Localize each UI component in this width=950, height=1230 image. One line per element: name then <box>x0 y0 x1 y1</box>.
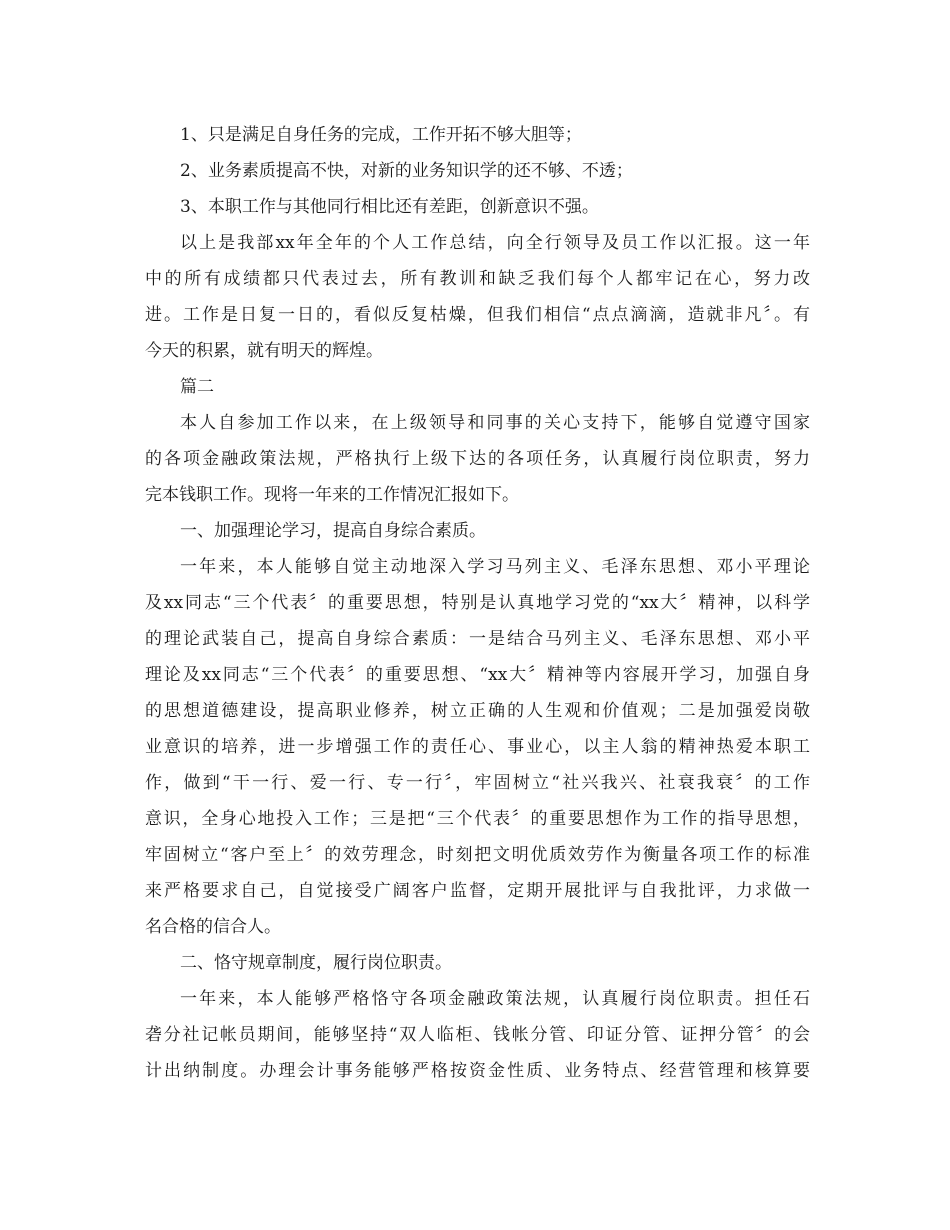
list-item-3: 3、本职工作与其他同行相比还有差距，创新意识不强。 <box>180 197 599 217</box>
list-item-2: 2、业务素质提高不快，对新的业务知识学的还不够、不透； <box>180 161 633 181</box>
paragraph-line: 完本钱职工作。现将一年来的工作情况汇报如下。 <box>145 485 519 505</box>
paragraph-line: 及xx同志“三个代表〞的重要思想，特别是认真地学习党的“xx大〞精神，以科学 <box>145 593 810 613</box>
paragraph-line: 的思想道德建设，提高职业修养，树立正确的人生观和价值观；二是加强爱岗敬 <box>145 701 810 721</box>
paragraph-line: 来严格要求自己，自觉接受广阔客户监督，定期开展批评与自我批评，力求做一 <box>145 881 810 901</box>
paragraph-line: 意识，全身心地投入工作；三是把“三个代表〞的重要思想作为工作的指导思想， <box>145 809 810 829</box>
section-heading: 篇二 <box>180 377 214 397</box>
paragraph-line: 一年来，本人能够自觉主动地深入学习马列主义、毛泽东思想、邓小平理论 <box>180 557 810 577</box>
paragraph-line: 作，做到“干一行、爱一行、专一行〞，牢固树立“社兴我兴、社衰我衰〞的工作 <box>145 773 810 793</box>
section-heading: 二、恪守规章制度，履行岗位职责。 <box>180 953 452 973</box>
paragraph-line: 的理论武装自己，提高自身综合素质：一是结合马列主义、毛泽东思想、邓小平 <box>145 629 810 649</box>
list-item-1: 1、只是满足自身任务的完成，工作开拓不够大胆等； <box>180 125 582 145</box>
paragraph-line: 砻分社记帐员期间，能够坚持“双人临柜、钱帐分管、印证分管、证押分管〞的会 <box>145 1025 810 1045</box>
paragraph-line: 本人自参加工作以来，在上级领导和同事的关心支持下，能够自觉遵守国家 <box>180 413 810 433</box>
paragraph-line: 的各项金融政策法规，严格执行上级下达的各项任务，认真履行岗位职责，努力 <box>145 449 810 469</box>
paragraph-line: 今天的积累，就有明天的辉煌。 <box>145 341 383 361</box>
paragraph-line: 牢固树立“客户至上〞的效劳理念，时刻把文明优质效劳作为衡量各项工作的标准 <box>145 845 810 865</box>
paragraph-line: 计出纳制度。办理会计事务能够严格按资金性质、业务特点、经营管理和核算要 <box>145 1061 810 1081</box>
paragraph-line: 业意识的培养，进一步增强工作的责任心、事业心，以主人翁的精神热爱本职工 <box>145 737 810 757</box>
paragraph-line: 进。工作是日复一日的，看似反复枯燥，但我们相信“点点滴滴，造就非凡〞。有 <box>145 305 810 325</box>
section-heading: 一、加强理论学习，提高自身综合素质。 <box>180 521 486 541</box>
paragraph-line: 中的所有成绩都只代表过去，所有教训和缺乏我们每个人都牢记在心，努力改 <box>145 269 810 289</box>
paragraph-line: 以上是我部xx年全年的个人工作总结，向全行领导及员工作以汇报。这一年 <box>180 233 810 253</box>
paragraph-line: 理论及xx同志“三个代表〞的重要思想、“xx大〞精神等内容展开学习，加强自身 <box>145 665 810 685</box>
paragraph-line: 一年来，本人能够严格恪守各项金融政策法规，认真履行岗位职责。担任石 <box>180 989 810 1009</box>
paragraph-line: 名合格的信合人。 <box>145 917 281 937</box>
document-body <box>145 117 810 1089</box>
